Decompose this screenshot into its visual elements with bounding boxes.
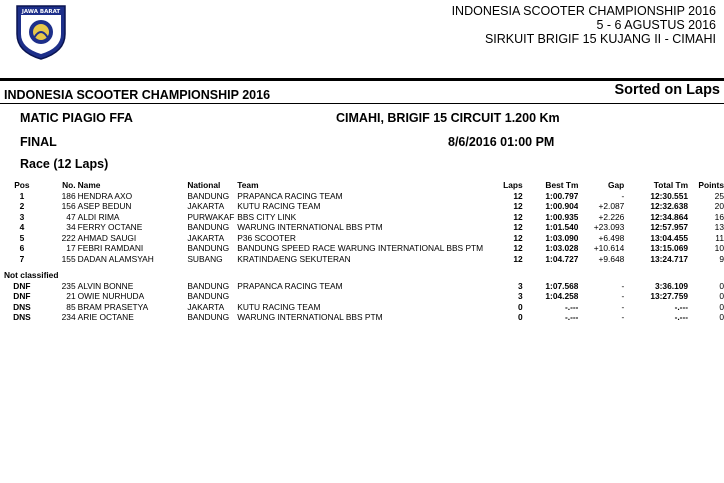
event-title: INDONESIA SCOOTER CHAMPIONSHIP 2016 [4, 88, 271, 102]
cell-pos: 2 [19, 201, 25, 212]
cell-team: WARUNG INTERNATIONAL BBS PTM [237, 222, 383, 233]
table-row [4, 254, 724, 265]
cell-national: JAKARTA [187, 232, 225, 243]
cell-points: 0 [719, 312, 724, 323]
cell-laps: 12 [513, 243, 523, 254]
cell-best: 1:07.568 [545, 280, 579, 291]
cell-best: 1:00.935 [545, 211, 579, 222]
cell-gap: - [621, 190, 625, 201]
cell-best: 1:04.727 [545, 253, 579, 264]
cell-laps: 0 [517, 312, 523, 323]
table-row [4, 291, 724, 302]
cell-name: ALVIN BONNE [77, 280, 134, 291]
cell-no: 85 [66, 301, 76, 312]
cell-gap: - [621, 291, 625, 302]
cell-name: FEBRI RAMDANI [77, 243, 144, 254]
results-table [4, 180, 724, 323]
table-header-row [4, 180, 724, 191]
cell-total: 13:04.455 [650, 232, 689, 243]
cell-no: 47 [66, 211, 76, 222]
cell-no: 234 [61, 312, 76, 323]
cell-national: PURWAKAF [187, 211, 235, 222]
cell-points: 11 [715, 232, 724, 243]
cell-total: 12:30.551 [650, 190, 689, 201]
cell-best: 1:01.540 [545, 222, 579, 233]
cell-gap: +2.087 [598, 201, 625, 212]
table-row [4, 191, 724, 202]
cell-name: OWIE NURHUDA [77, 291, 145, 302]
cell-total: 3:36.109 [654, 280, 689, 291]
race-laps-label: Race (12 Laps) [20, 157, 109, 171]
cell-gap: - [621, 280, 625, 291]
cell-laps: 12 [513, 253, 523, 264]
circuit-info: CIMAHI, BRIGIF 15 CIRCUIT 1.200 Km [336, 111, 560, 125]
cell-best: 1:03.028 [545, 243, 579, 254]
table-row [4, 312, 724, 323]
cell-best: 1:04.258 [545, 291, 579, 302]
cell-gap: +10.614 [593, 243, 625, 254]
cell-name: HENDRA AXO [77, 190, 133, 201]
col-laps: Laps [503, 180, 523, 191]
cell-points: 25 [714, 190, 724, 201]
cell-laps: 0 [517, 301, 523, 312]
race-class: MATIC PIAGIO FFA [20, 111, 133, 125]
col-name: Name [77, 180, 101, 191]
cell-pos: DNF [13, 291, 31, 302]
cell-points: 16 [714, 211, 724, 222]
cell-best: 1:00.797 [545, 190, 579, 201]
cell-points: 0 [719, 280, 724, 291]
cell-laps: 12 [513, 190, 523, 201]
title-divider [0, 103, 724, 104]
table-row [4, 302, 724, 313]
cell-team [237, 291, 503, 302]
cell-total: 13:15.069 [650, 243, 689, 254]
cell-name: DADAN ALAMSYAH [77, 253, 154, 264]
col-national: National [187, 180, 221, 191]
cell-laps: 3 [517, 280, 523, 291]
cell-name: ALDI RIMA [77, 211, 120, 222]
cell-national: JAKARTA [187, 301, 225, 312]
table-row [4, 201, 724, 212]
cell-team: BANDUNG SPEED RACE WARUNG INTERNATIONAL BBS PTM [237, 243, 484, 254]
cell-pos: DNS [13, 301, 31, 312]
shield-emblem-icon [14, 2, 68, 60]
sort-indicator: Sorted on Laps [614, 82, 720, 98]
session-name: FINAL [20, 135, 57, 149]
cell-national: BANDUNG [187, 190, 230, 201]
cell-team: BBS CITY LINK [237, 211, 297, 222]
cell-pos: DNS [13, 312, 31, 323]
cell-gap: - [621, 312, 625, 323]
cell-points: 20 [714, 201, 724, 212]
jawa-barat-logo [14, 2, 68, 60]
table-row [4, 243, 724, 254]
col-no: No. [62, 180, 76, 191]
table-row [4, 281, 724, 292]
cell-best: -.--- [564, 312, 579, 323]
cell-best: -.--- [564, 301, 579, 312]
col-total: Total Tm [653, 180, 689, 191]
col-team: Team [237, 180, 259, 191]
cell-national: BANDUNG [187, 312, 230, 323]
cell-team: WARUNG INTERNATIONAL BBS PTM [237, 312, 383, 323]
cell-points: 9 [719, 253, 724, 264]
header-event-name: INDONESIA SCOOTER CHAMPIONSHIP 2016 [451, 4, 716, 18]
cell-pos: 6 [19, 243, 25, 254]
col-gap: Gap [608, 180, 625, 191]
cell-name: AHMAD SAUGI [77, 232, 137, 243]
cell-laps: 12 [513, 201, 523, 212]
cell-national: BANDUNG [187, 222, 230, 233]
col-best: Best Tm [545, 180, 579, 191]
cell-gap: +6.498 [598, 232, 625, 243]
cell-national: JAKARTA [187, 201, 225, 212]
cell-name: BRAM PRASETYA [77, 301, 149, 312]
cell-gap: +23.093 [593, 222, 625, 233]
cell-total: 13:24.717 [650, 253, 689, 264]
cell-gap: - [621, 301, 625, 312]
table-row [4, 212, 724, 223]
cell-points: 10 [714, 243, 724, 254]
cell-best: 1:03.090 [545, 232, 579, 243]
cell-gap: +9.648 [598, 253, 625, 264]
cell-team: KUTU RACING TEAM [237, 301, 321, 312]
cell-laps: 12 [513, 211, 523, 222]
cell-laps: 12 [513, 232, 523, 243]
cell-points: 0 [719, 291, 724, 302]
cell-name: ARIE OCTANE [77, 312, 134, 323]
cell-team: KUTU RACING TEAM [237, 201, 321, 212]
cell-no: 186 [61, 190, 76, 201]
cell-pos: 3 [19, 211, 25, 222]
cell-total: 13:27.759 [650, 291, 689, 302]
cell-name: FERRY OCTANE [77, 222, 143, 233]
table-row [4, 233, 724, 244]
cell-no: 156 [61, 201, 76, 212]
cell-team: P36 SCOOTER [237, 232, 296, 243]
cell-no: 222 [61, 232, 76, 243]
cell-team: KRATINDAENG SEKUTERAN [237, 253, 351, 264]
not-classified-label: Not classified [4, 270, 59, 281]
svg-text:JAWA BARAT: JAWA BARAT [21, 9, 61, 15]
cell-total: 12:34.864 [650, 211, 689, 222]
header-event-venue: SIRKUIT BRIGIF 15 KUJANG II - CIMAHI [484, 32, 716, 46]
cell-name: ASEP BEDUN [77, 201, 132, 212]
cell-total: 12:57.957 [650, 222, 689, 233]
cell-points: 13 [714, 222, 724, 233]
cell-no: 155 [61, 253, 76, 264]
cell-pos: 5 [19, 232, 25, 243]
cell-no: 34 [66, 222, 76, 233]
cell-national: BANDUNG [187, 243, 230, 254]
cell-pos: DNF [13, 280, 31, 291]
cell-no: 21 [66, 291, 76, 302]
cell-total: -.--- [674, 312, 689, 323]
cell-points: 0 [719, 301, 724, 312]
col-points: Points [698, 180, 724, 191]
cell-national: SUBANG [187, 253, 223, 264]
cell-best: 1:00.904 [545, 201, 579, 212]
header-event-dates: 5 - 6 AGUSTUS 2016 [596, 18, 716, 32]
cell-national: BANDUNG [187, 280, 230, 291]
cell-pos: 4 [19, 222, 25, 233]
cell-no: 17 [66, 243, 76, 254]
cell-team: PRAPANCA RACING TEAM [237, 190, 343, 201]
table-row [4, 222, 724, 233]
cell-gap: +2.226 [598, 211, 625, 222]
cell-team: PRAPANCA RACING TEAM [237, 280, 343, 291]
top-divider [0, 78, 724, 81]
cell-total: -.--- [674, 301, 689, 312]
cell-total: 12:32.638 [650, 201, 689, 212]
not-classified-heading-row [4, 270, 724, 281]
cell-pos: 1 [19, 190, 25, 201]
cell-no: 235 [61, 280, 76, 291]
session-datetime: 8/6/2016 01:00 PM [448, 135, 555, 149]
cell-laps: 12 [513, 222, 523, 233]
cell-national: BANDUNG [187, 291, 230, 302]
col-pos: Pos [14, 180, 30, 191]
cell-pos: 7 [19, 253, 25, 264]
cell-laps: 3 [517, 291, 523, 302]
